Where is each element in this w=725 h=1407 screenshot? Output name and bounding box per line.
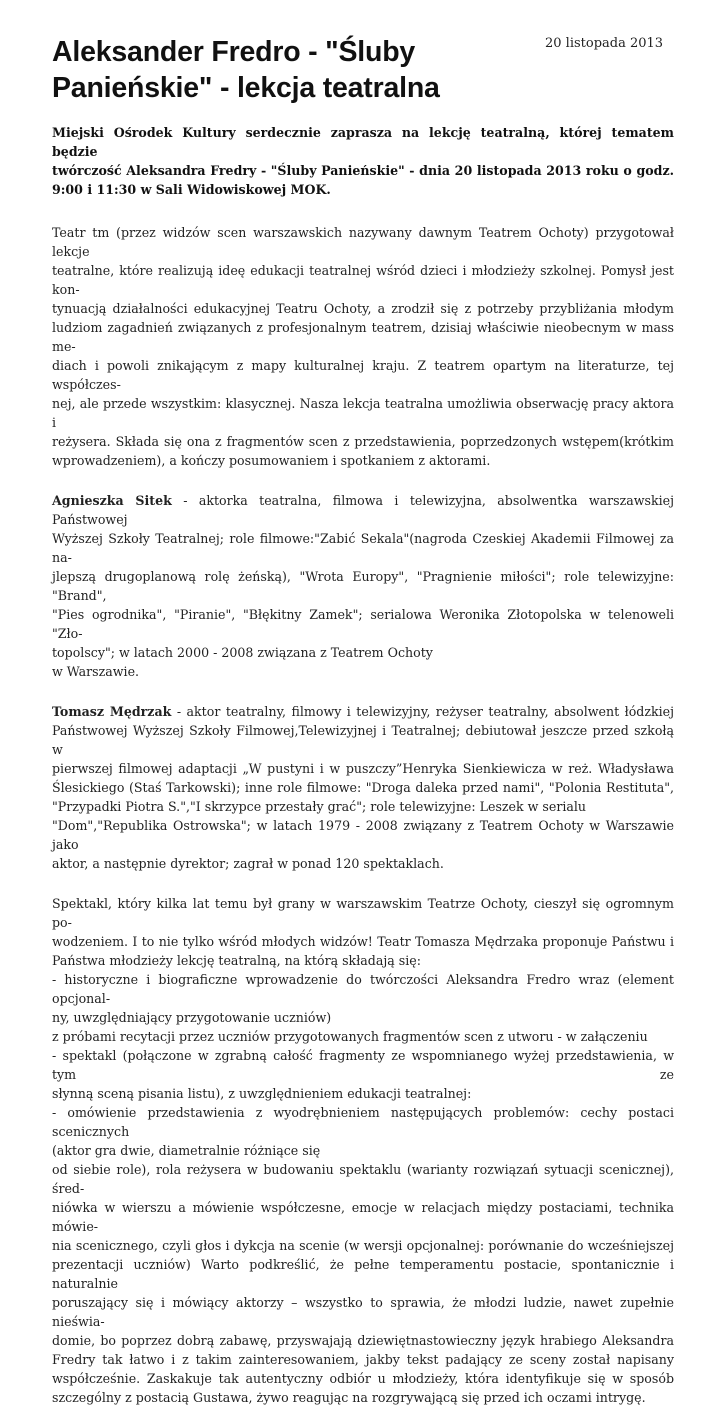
bio-line: "Przypadki Piotra S.","I skrzypce przestały grać"; role telewizyjne: Leszek w serialu [52,799,587,814]
publication-date: 20 listopada 2013 [545,36,664,51]
program-line: słynną sceną pisania listu), z uwzględnieniem edukacji teatralnej: [52,1086,472,1101]
program-line: od siebie role), rola reżysera w budowaniu spektaklu (warianty rozwiązań sytuacji scenicznej), śred- [52,1162,674,1196]
lead-paragraph [52,123,674,199]
bio-line: "Dom","Republika Ostrowska"; w latach 1979 - 2008 związany z Teatrem Ochoty w Warszawie jako [52,818,674,852]
lead-line: twórczość Aleksandra Fredry - "Śluby Panieńskie" - dnia 20 listopada 2013 roku o godz. [52,163,674,178]
program-line: Państwa młodzieży lekcję teatralną, na którą składają się: [52,953,421,968]
intro-line: wprowadzeniem), a kończy posumowaniem i spotkaniem z aktorami. [52,453,491,468]
program-line: - omówienie przedstawienia z wyodrębnieniem następujących problemów: cechy postaci scenicznych [52,1105,674,1139]
program-line: współcześnie. Zaskakuje tak autentyczny odbiór u młodzieży, która identyfikuje się w sposób [52,1371,674,1386]
intro-line: diach i powoli znikającym z mapy kulturalnej kraju. Z teatrem opartym na literaturze, tej współczes- [52,358,674,392]
actor-name: Agnieszka Sitek [52,493,172,508]
intro-line: Teatr tm (przez widzów scen warszawskich nazywany dawnym Teatrem Ochoty) przygotował lekcje [52,225,674,259]
program-line: wodzeniem. I to nie tylko wśród młodych widzów! Teatr Tomasza Mędrzaka proponuje Państwu i [52,934,674,949]
bio-line: topolscy"; w latach 2000 - 2008 związana z Teatrem Ochoty [52,645,433,660]
program-line: poruszający się i mówiący aktorzy – wszystko to sprawia, że młodzi ludzie, nawet zupełnie nieświa- [52,1295,674,1329]
bio-line: pierwszej filmowej adaptacji „W pustyni i w puszczy”Henryka Sienkiewicza w reż. Władysława [52,761,674,776]
program-paragraph [52,894,674,1407]
bio-line [52,702,674,721]
program-line: - spektakl (połączone w zgrabną całość fragmenty ze wspomnianego wyżej przedstawienia, w tym ze [52,1048,674,1082]
article-body [52,123,674,1407]
lead-line: 9:00 i 11:30 w Sali Widowiskowej MOK. [52,182,331,197]
bio-agnieszka-sitek [52,491,674,681]
bio-text: - aktorka teatralna, filmowa i telewizyjna, absolwentka warszawskiej Państwowej [52,493,674,527]
actor-name: Tomasz Mędrzak [52,704,172,719]
program-line: ny, uwzględniający przygotowanie uczniów) [52,1010,332,1025]
bio-tomasz-medrzak [52,702,674,873]
program-line: Fredry tak łatwo i z takim zainteresowaniem, jakby tekst padający ze sceny został napisany [52,1352,674,1367]
intro-line: nej, ale przede wszystkim: klasycznej. Nasza lekcja teatralna umożliwia obserwację pracy aktora i [52,396,674,430]
program-line: nia scenicznego, czyli głos i dykcja na scenie (w wersji opcjonalnej: porównanie do wcześniejszej [52,1238,674,1253]
bio-line: "Pies ogrodnika", "Piranie", "Błękitny Zamek"; serialowa Weronika Złotopolska w telenoweli "Zło- [52,607,674,641]
bio-line: Wyższej Szkoły Teatralnej; role filmowe:"Zabić Sekala"(nagroda Czeskiej Akademii Filmowej za na- [52,531,674,565]
bio-line: jlepszą drugoplanową rolę żeńską), "Wrota Europy", "Pragnienie miłości"; role telewizyjne: "Brand", [52,569,674,603]
lead-line: Miejski Ośrodek Kultury serdecznie zaprasza na lekcję teatralną, której tematem będzie [52,125,674,159]
intro-line: tynuacją działalności edukacyjnej Teatru Ochoty, a zrodził się z potrzeby przybliżania młodym [52,301,674,316]
program-line: z próbami recytacji przez uczniów przygotowanych fragmentów scen z utworu - w załączeniu [52,1029,648,1044]
program-line: domie, bo poprzez dobrą zabawę, przyswajają dziewiętnastowieczny język hrabiego Aleksandra [52,1333,674,1348]
article-title [52,34,522,106]
intro-paragraph [52,223,674,470]
intro-line: teatralne, które realizują ideę edukacji teatralnej wśród dzieci i młodzieży szkolnej. Pomysł jest kon- [52,263,674,297]
bio-text: - aktor teatralny, filmowy i telewizyjny, reżyser teatralny, absolwent łódzkiej [171,704,674,719]
bio-line [52,491,674,529]
bio-line: aktor, a następnie dyrektor; zagrał w ponad 120 spektaklach. [52,856,444,871]
program-line: Spektakl, który kilka lat temu był grany w warszawskim Teatrze Ochoty, cieszył się ogromnym po- [52,896,674,930]
program-line: szczególny z postacią Gustawa, żywo reagując na rozgrywającą się przed ich oczami intrygę. [52,1390,646,1405]
article-title-line: Panieńskie" - lekcja teatralna [52,72,440,104]
program-line: prezentacji uczniów) Warto podkreślić, że pełne temperamentu postacie, spontanicznie i naturalnie [52,1257,674,1291]
article-title-line: Aleksander Fredro - "Śluby [52,36,416,68]
program-line: niówka w wierszu a mówienie współczesne, emocje w relacjach między postaciami, technika mówie- [52,1200,674,1234]
program-line: - historyczne i biograficzne wprowadzenie do twórczości Aleksandra Fredro wraz (element opcjonal- [52,972,674,1006]
bio-line: Państwowej Wyższej Szkoły Filmowej,Telewizyjnej i Teatralnej; debiutował jeszcze przed szkołą w [52,723,674,757]
intro-line: reżysera. Składa się ona z fragmentów scen z przedstawienia, poprzedzonych wstępem(krótkim [52,434,674,449]
bio-line: Ślesickiego (Staś Tarkowski); inne role filmowe: "Droga daleka przed nami", "Polonia Restituta", [52,780,674,795]
program-line: (aktor gra dwie, diametralnie różniące się [52,1143,321,1158]
bio-line: w Warszawie. [52,664,140,679]
intro-line: ludziom zagadnień związanych z profesjonalnym teatrem, dzisiaj właściwie nieobecnym w mass me- [52,320,674,354]
